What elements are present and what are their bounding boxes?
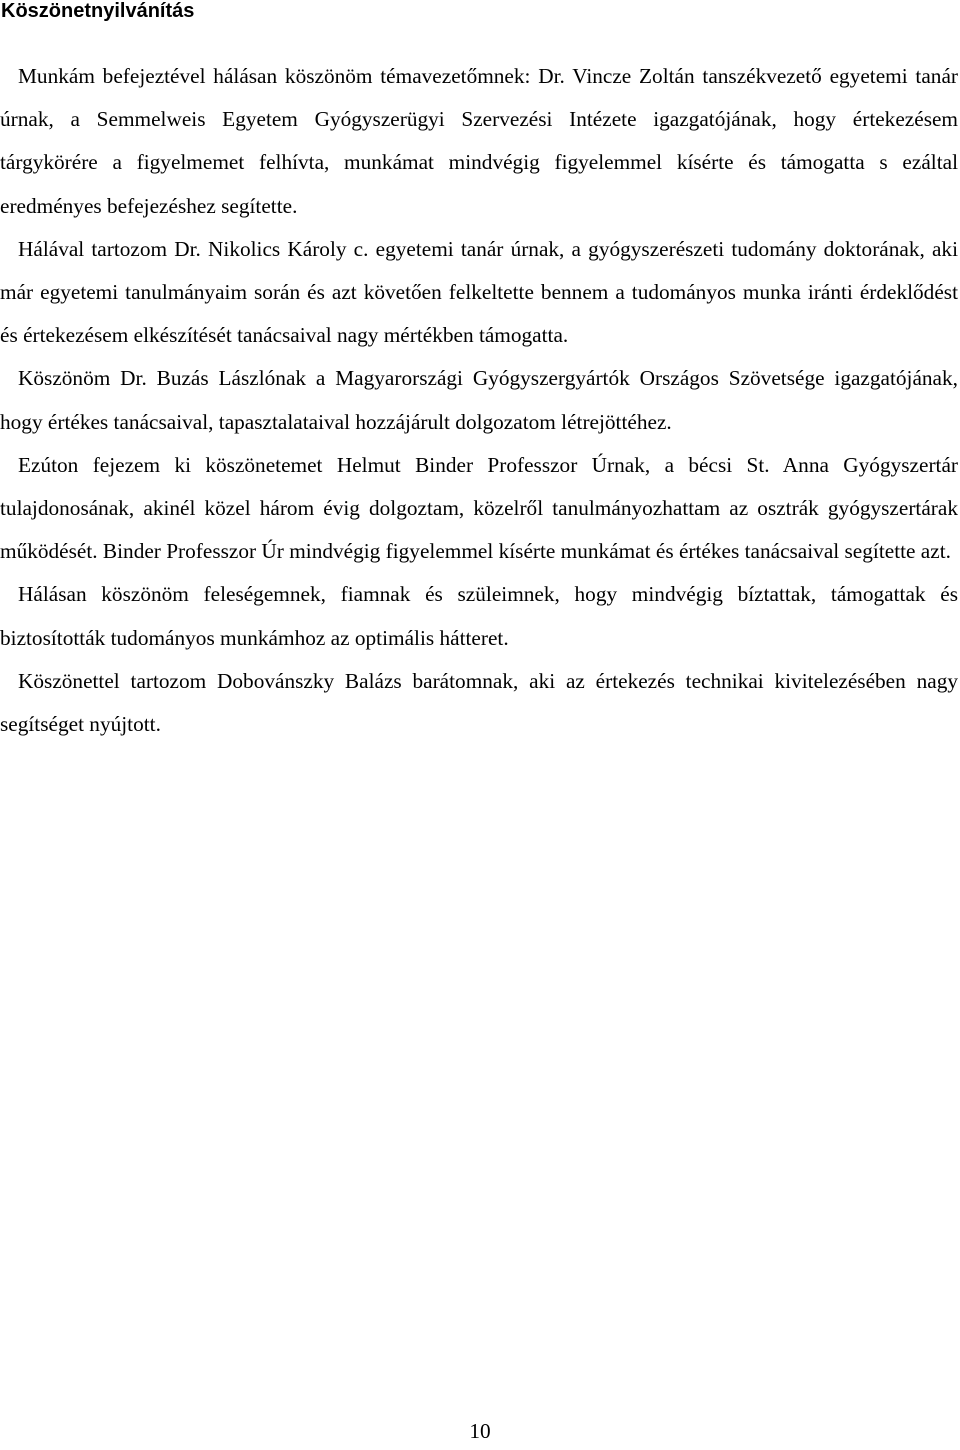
paragraph-binder: Ezúton fejezem ki köszönetemet Helmut Binder Professzor Úrnak, a bécsi St. Anna Gyógyszertár tulajdonosának, akinél közel három évig dolgoztam, közelről tanulmányozhattam az osztrák gyógyszertárak működését. Binder Professzor Úr mindvégig figyelemmel kísérte munkámat és értékes tanácsaival segítette azt. [0, 452, 958, 564]
acknowledgement-body [0, 55, 958, 746]
page-number: 10 [469, 1419, 491, 1443]
paragraph-nikolics: Hálával tartozom Dr. Nikolics Károly c. egyetemi tanár úrnak, a gyógyszerészeti tudomány doktorának, aki már egyetemi tanulmányaim során és azt követően felkeltette bennem a tudományos munka iránti érdeklődést és értekezésem elkészítését tanácsaival nagy mértékben támogatta. [0, 236, 958, 348]
paragraph-family: Hálásan köszönöm feleségemnek, fiamnak és szüleimnek, hogy mindvégig bíztattak, támogattak és biztosították tudományos munkámhoz az optimális hátteret. [0, 582, 958, 650]
paragraph-dobovanszky: Köszönettel tartozom Dobovánszky Balázs barátomnak, aki az értekezés technikai kivitelezésében nagy segítséget nyújtott. [0, 668, 958, 737]
paragraph-supervisor: Munkám befejeztével hálásan köszönöm témavezetőmnek: Dr. Vincze Zoltán tanszékvezető egyetemi tanár úrnak, a Semmelweis Egyetem Gyógyszerügyi Szervezési Intézete igazgatójának, hogy értekezésem tárgykörére a figyelmemet felhívta, munkámat mindvégig figyelemmel kísérte és támogatta s ezáltal eredményes befejezéshez segítette. [0, 64, 958, 218]
paragraph-buzas: Köszönöm Dr. Buzás Lászlónak a Magyarországi Gyógyszergyártók Országos Szövetsége igazgatójának, hogy értékes tanácsaival, tapasztalataival hozzájárult dolgozatom létrejöttéhez. [0, 366, 958, 434]
page-title: Köszönetnyilvánítás [1, 0, 195, 22]
